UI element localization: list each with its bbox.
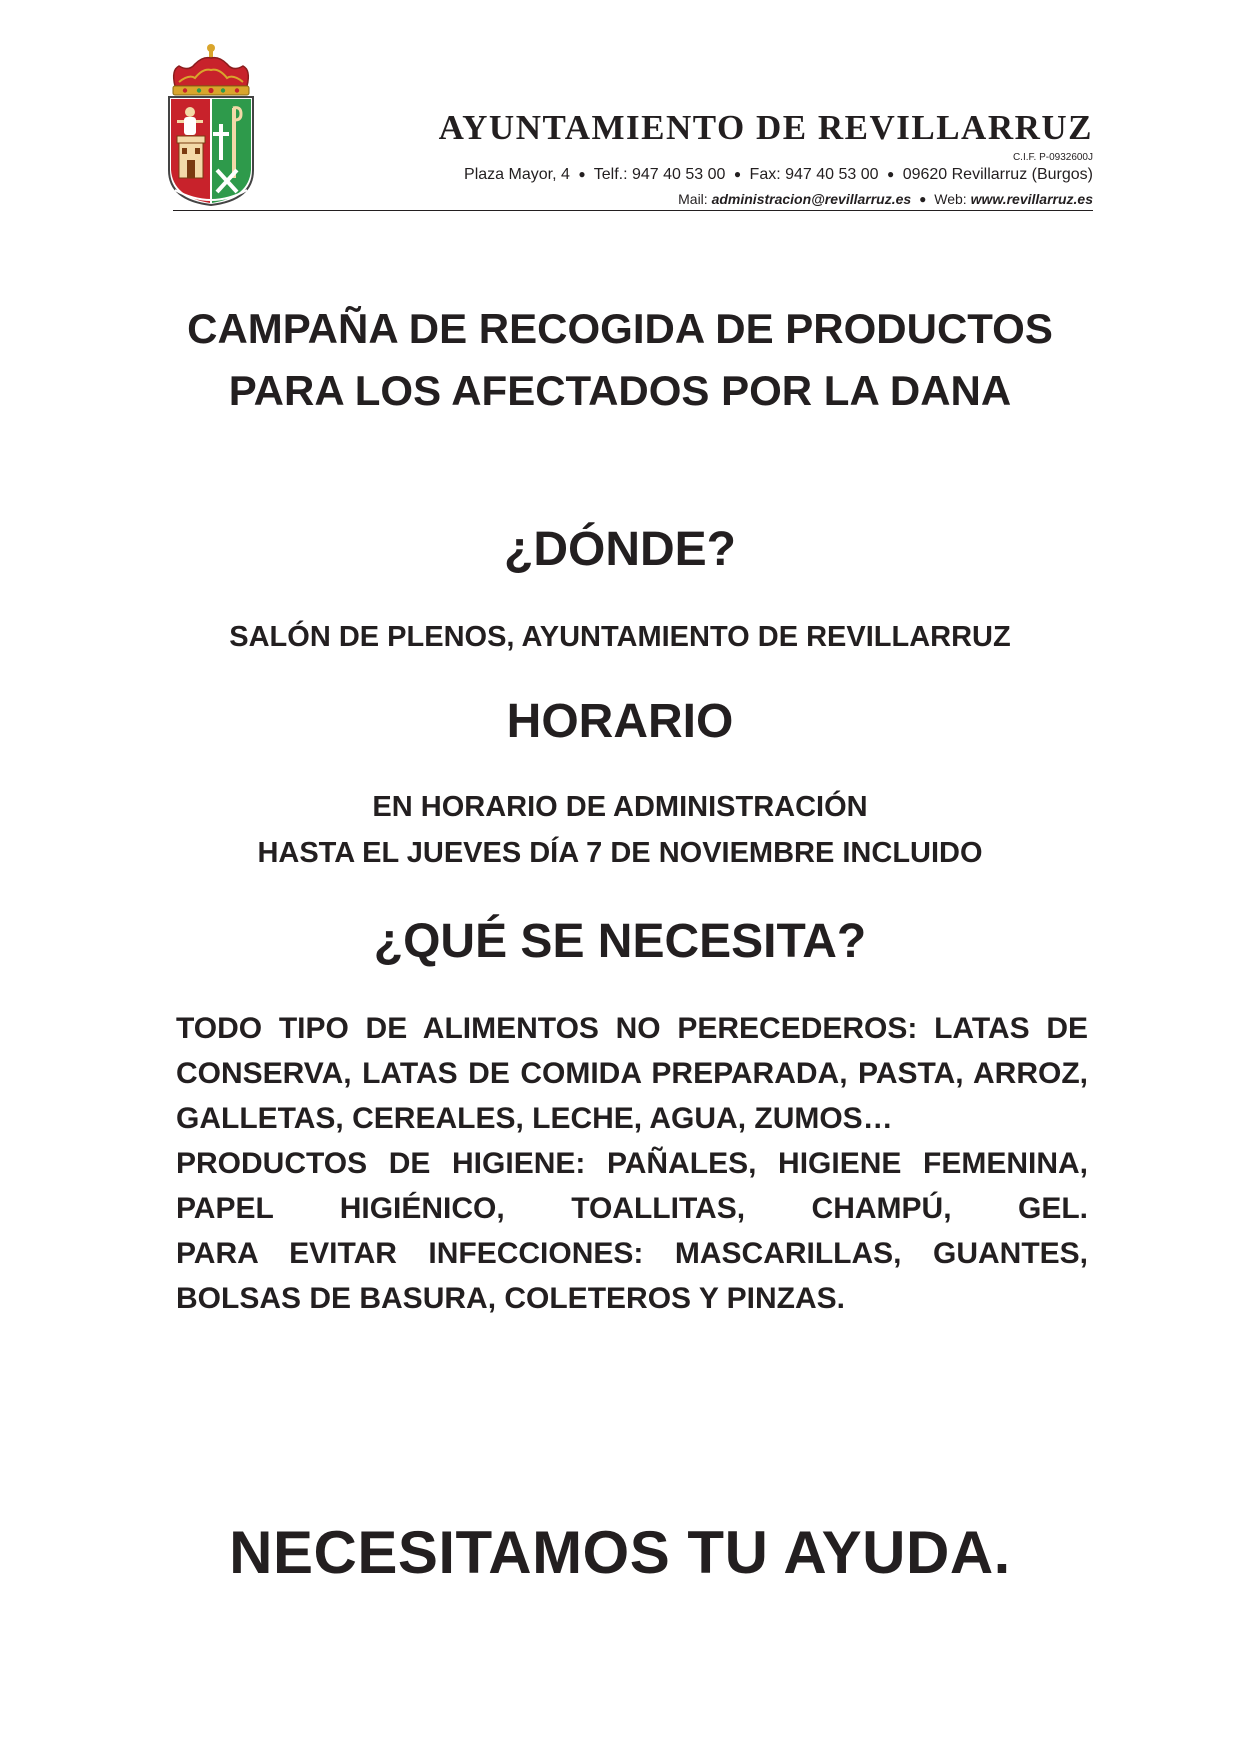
hours-line: HASTA EL JUEVES DÍA 7 DE NOVIEMBRE INCLUIDO (257, 837, 983, 869)
crown-icon (173, 44, 249, 95)
campaign-title (0, 298, 1240, 422)
campaign-title-line: PARA LOS AFECTADOS POR LA DANA (228, 367, 1012, 414)
where-heading: ¿DÓNDE? (504, 523, 736, 576)
contact-web-line (678, 191, 1093, 207)
hours-line: EN HORARIO DE ADMINISTRACIÓN (372, 791, 868, 823)
municipal-crest-icon (165, 42, 257, 207)
postal-address: 09620 Revillarruz (Burgos) (902, 166, 1093, 183)
needs-list (176, 1006, 1088, 1321)
municipality-name: AYUNTAMIENTO DE REVILLARRUZ (438, 108, 1093, 147)
bullet-separator-icon: ● (919, 192, 927, 206)
needs-hygiene-paragraph: PRODUCTOS DE HIGIENE: PAÑALES, HIGIENE FEMENINA, PAPEL HIGIÉNICO, TOALLITAS, CHAMPÚ, GEL. (176, 1147, 1088, 1225)
mail-label: Mail: (678, 191, 708, 207)
tax-id: C.I.F. P-0932600J (1012, 152, 1093, 163)
needs-infections-paragraph: PARA EVITAR INFECCIONES: MASCARILLAS, GUANTES, BOLSAS DE BASURA, COLETEROS Y PINZAS. (176, 1237, 1088, 1315)
needs-heading: ¿QUÉ SE NECESITA? (373, 915, 867, 968)
where-location: SALÓN DE PLENOS, AYUNTAMIENTO DE REVILLARRUZ (229, 621, 1011, 653)
campaign-title-line: CAMPAÑA DE RECOGIDA DE PRODUCTOS (187, 305, 1053, 352)
website-link[interactable]: www.revillarruz.es (970, 191, 1093, 207)
fax-number: Fax: 947 40 53 00 (749, 166, 879, 183)
hours-details (0, 784, 1240, 876)
web-label: Web: (934, 191, 967, 207)
email-link[interactable]: administracion@revillarruz.es (711, 191, 912, 207)
bullet-separator-icon: ● (886, 167, 895, 181)
hours-heading: HORARIO (506, 695, 734, 748)
street-address: Plaza Mayor, 4 (464, 166, 570, 183)
header-divider (173, 210, 1093, 211)
bullet-separator-icon: ● (578, 167, 586, 181)
needs-food-paragraph: TODO TIPO DE ALIMENTOS NO PERECEDEROS: LATAS DE CONSERVA, LATAS DE COMIDA PREPARADA, PASTA, ARROZ, GALLETAS, CEREALES, LECHE, AGUA, ZUMOS… (176, 1012, 1088, 1135)
contact-address-line (464, 166, 1093, 184)
phone-number: Telf.: 947 40 53 00 (593, 166, 726, 183)
bullet-separator-icon: ● (733, 167, 742, 181)
closing-call-to-action: NECESITAMOS TU AYUDA. (229, 1519, 1011, 1586)
